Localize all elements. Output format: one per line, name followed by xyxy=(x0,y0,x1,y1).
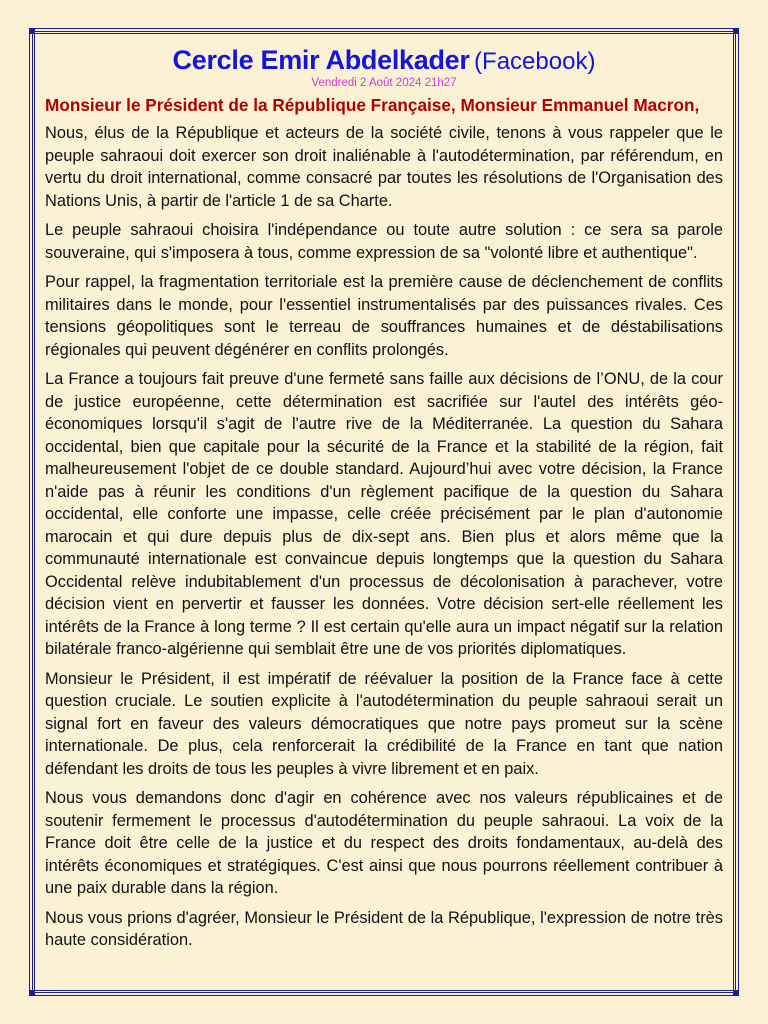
paragraph-4: La France a toujours fait preuve d'une fermeté sans faille aux décisions de l’ONU, de la cour de justice européenne, cette détermination est sacrifiée sur l'autel des intérêts géo-économiques lorsqu'il s'agit de l'autre rive de la Méditerranée. La question du Sahara occidental, bien que capitale pour la sécurité de la France et la stabilité de la région, fait malheureusement l'objet de ce double standard. Aujourd’hui avec votre décision, la France n'aide pas à réunir les conditions d'un règlement pacifique de la question du Sahara occidental, elle conforte une impasse, celle créée précisément par le plan d'autonomie marocain et qui dure depuis plus de dix-sept ans. Bien plus et alors même que la communauté internationale est convaincue depuis longtemps que la question du Sahara Occidental relève indubitablement d'un processus de décolonisation à parachever, votre décision vient en pervertir et fausser les données. Votre décision sert-elle réellement les intérêts de la France à long terme ? Il est certain qu'elle aura un impact négatif sur la relation bilatérale franco-algérienne qui semblait être une de vos priorités diplomatiques. xyxy=(45,370,723,658)
paragraph-5: Monsieur le Président, il est impératif de réévaluer la position de la France face à cette question cruciale. Le soutien explicite à l'autodétermination du peuple sahraoui serait un signal fort en faveur des valeurs démocratiques que notre pays promeut sur la scène internationale. De plus, cela renforcerait la crédibilité de la France en tant que nation défendant les droits de tous les peuples à vivre librement et en paix. xyxy=(45,669,723,778)
title-line xyxy=(45,45,723,76)
letter-content xyxy=(45,45,723,959)
publication-date: Vendredi 2 Août 2024 21h27 xyxy=(311,77,457,89)
source-label: (Facebook) xyxy=(474,48,596,75)
paragraph-6: Nous vous demandons donc d'agir en cohérence avec nos valeurs républicaines et de soutenir fermement le processus d'autodétermination du peuple sahraoui. La voix de la France doit être celle de la justice et du respect des droits fondamentaux, au-delà des intérêts économiques et stratégiques. C'est ainsi que nous pourrons réellement contribuer à une paix durable dans la région. xyxy=(45,789,723,897)
border-corner-top-left xyxy=(30,29,35,34)
border-corner-top-right xyxy=(733,29,738,34)
letter-salutation: Monsieur le Président de la République Française, Monsieur Emmanuel Macron, xyxy=(45,95,700,115)
paragraph-3: Pour rappel, la fragmentation territoriale est la première cause de déclenchement de conflits militaires dans le monde, pour l'essentiel instrumentalisés par des puissances rivales. Ces tensions géopolitiques sont le terreau de souffrances humaines et de déstabilisations régionales qui peuvent dégénérer en conflits prolongés. xyxy=(45,273,723,359)
closing-paragraph: Nous vous prions d'agréer, Monsieur le Président de la République, l'expression de notre très haute considération. xyxy=(45,908,723,949)
border-corner-bottom-left xyxy=(30,990,35,995)
paragraph-1: Nous, élus de la République et acteurs de la société civile, tenons à vous rappeler que le peuple sahraoui doit exercer son droit inaliénable à l'autodétermination, par référendum, en vertu du droit international, comme consacré par toutes les résolutions de l'Organisation des Nations Unis, à partir de l'article 1 de sa Charte. xyxy=(45,124,723,210)
page-title: Cercle Emir Abdelkader xyxy=(172,45,470,75)
paragraph-2: Le peuple sahraoui choisira l'indépendance ou toute autre solution : ce sera sa parole souveraine, qui s'imposera à tous, comme expression de sa "volonté libre et authentique". xyxy=(45,221,723,262)
border-corner-bottom-right xyxy=(733,990,738,995)
article-header xyxy=(45,45,723,90)
